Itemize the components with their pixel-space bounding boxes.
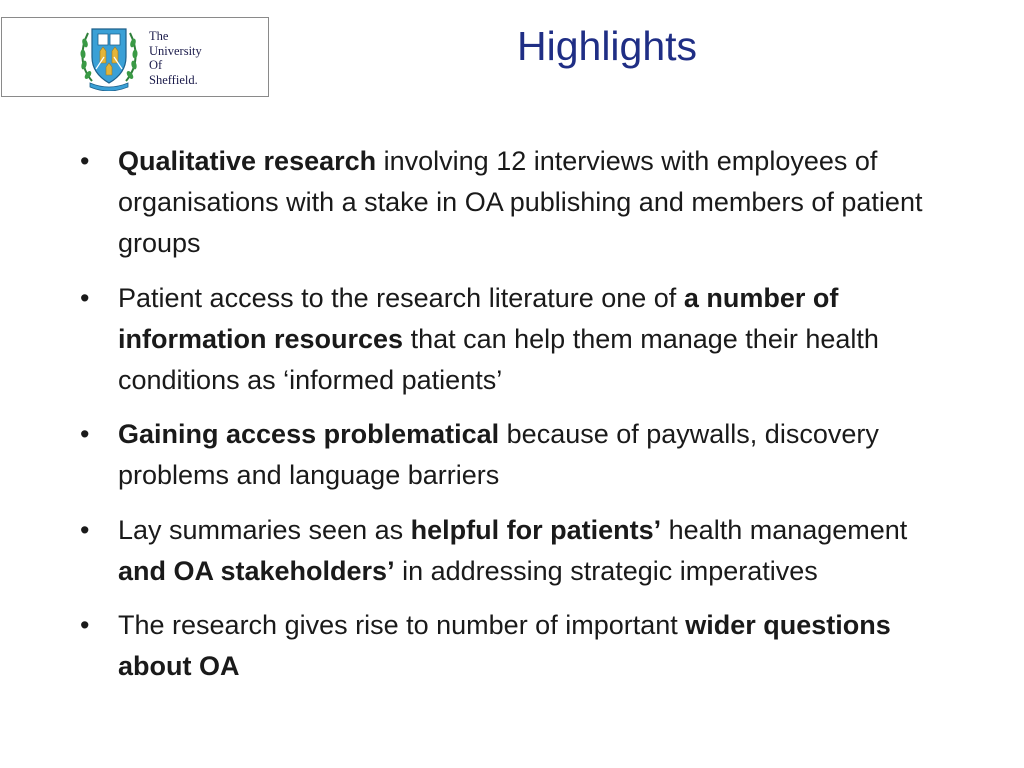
bullet-text-bold: a number of information resources bbox=[118, 282, 839, 354]
bullet-text-bold: and OA stakeholders’ bbox=[118, 555, 395, 586]
bullet-text: involving 12 interviews with employees of organisations with a stake in OA publishing and members of patient groups bbox=[118, 146, 923, 258]
university-crest-icon bbox=[78, 23, 140, 91]
bullet-marker: • bbox=[80, 419, 90, 449]
bullet-text-bold: Gaining access problematical bbox=[118, 419, 500, 449]
bullet-item bbox=[0, 278, 1024, 401]
university-logo bbox=[1, 17, 269, 97]
bullet-item bbox=[0, 605, 1024, 687]
bullet-text: Patient access to the research literature one of bbox=[118, 282, 684, 313]
bullet-marker: • bbox=[80, 610, 90, 640]
bullet-item bbox=[0, 141, 1024, 264]
university-name-line: The bbox=[149, 29, 169, 43]
bullet-text: because of paywalls, discovery problems and language barriers bbox=[118, 419, 879, 490]
bullet-marker: • bbox=[80, 514, 90, 545]
university-name-line: Of bbox=[149, 58, 163, 72]
bullet-text-bold: Qualitative research bbox=[118, 146, 377, 176]
bullet-text: health management bbox=[661, 514, 908, 545]
bullet-text: in addressing strategic imperatives bbox=[394, 555, 818, 586]
bullet-text-bold: helpful for patients’ bbox=[410, 514, 662, 545]
bullet-list bbox=[0, 141, 1024, 701]
university-name bbox=[149, 29, 202, 87]
university-name-line: Sheffield. bbox=[149, 72, 198, 87]
university-name-line: University bbox=[149, 43, 202, 58]
bullet-text-bold: wider questions about OA bbox=[118, 610, 891, 681]
slide-title: Highlights bbox=[517, 23, 698, 69]
bullet-text: The research gives rise to number of important bbox=[118, 610, 686, 640]
bullet-marker: • bbox=[80, 282, 90, 313]
bullet-text: that can help them manage their health conditions as ‘informed patients’ bbox=[118, 323, 879, 395]
bullet-item bbox=[0, 510, 1024, 592]
bullet-marker: • bbox=[80, 146, 90, 176]
bullet-item bbox=[0, 414, 1024, 496]
bullet-text: Lay summaries seen as bbox=[118, 514, 411, 545]
